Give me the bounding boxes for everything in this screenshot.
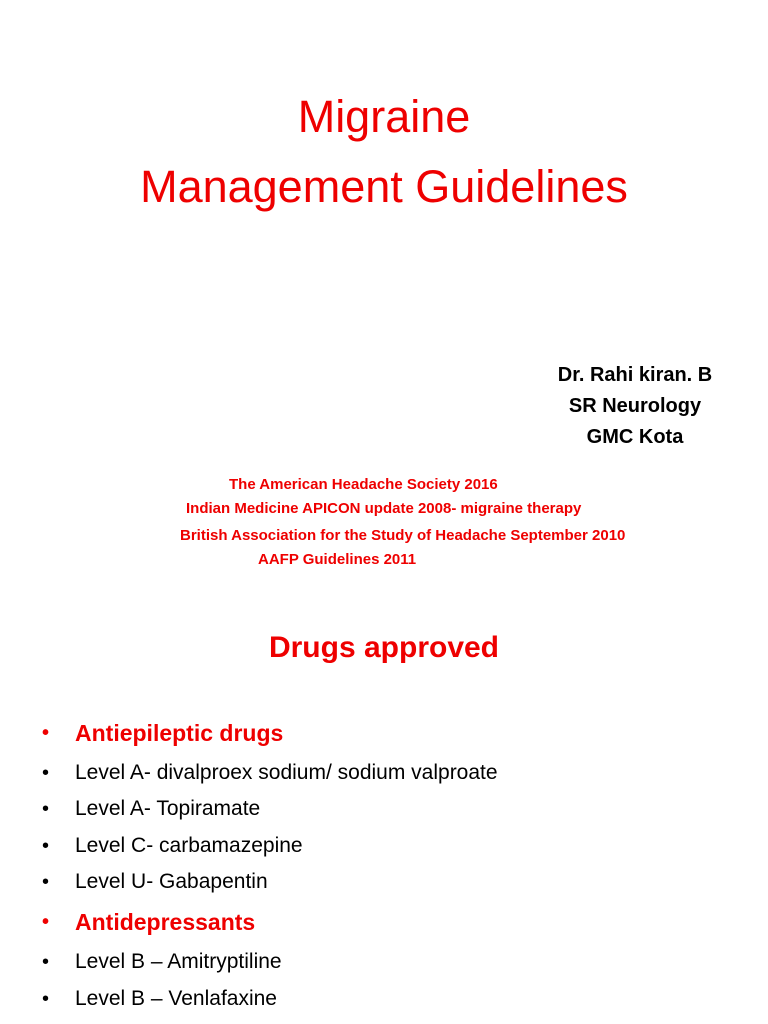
bullet-item [42,982,277,1016]
bullet-icon: • [42,951,50,973]
bullet-text: Level U- Gabapentin [75,870,268,893]
reference-american-headache-society: The American Headache Society 2016 [229,476,498,493]
bullet-item [42,756,498,790]
author-name: Dr. Rahi kiran. B [557,364,713,386]
slide-title-line-2: Management Guidelines [140,161,628,212]
bullet-text: Level B – Amitryptiline [75,950,282,973]
bullet-text: Level B – Venlafaxine [75,987,277,1010]
author-institution: GMC Kota [586,426,684,448]
slide-title-line-1: Migraine [297,91,471,142]
bullet-item [42,792,260,826]
bullet-icon: • [42,988,50,1010]
bullet-item [42,945,282,979]
bullet-icon: • [42,871,50,893]
drugs-slide [0,512,768,1024]
bullet-text: Antiepileptic drugs [75,720,284,746]
bullet-text: Antidepressants [75,909,256,935]
bullet-icon: • [42,911,50,933]
reference-apicon: Indian Medicine APICON update 2008- migraine therapy [186,500,582,517]
bullet-item [42,829,303,863]
bullet-text: Level A- Topiramate [75,797,261,820]
reference-bash: British Association for the Study of Headache September 2010 [180,527,626,544]
slide-heading: Drugs approved [268,631,500,664]
bullet-item-category [42,716,283,750]
bullet-icon: • [42,762,50,784]
bullet-item-category [42,905,255,939]
bullet-icon: • [42,798,50,820]
bullet-text: Level C- carbamazepine [75,834,303,857]
reference-aafp: AAFP Guidelines 2011 [258,551,417,568]
bullet-text: Level A- divalproex sodium/ sodium valproate [75,761,498,784]
bullet-icon: • [42,835,50,857]
author-position: SR Neurology [568,395,702,417]
bullet-item [42,865,268,899]
bullet-icon: • [42,722,50,744]
